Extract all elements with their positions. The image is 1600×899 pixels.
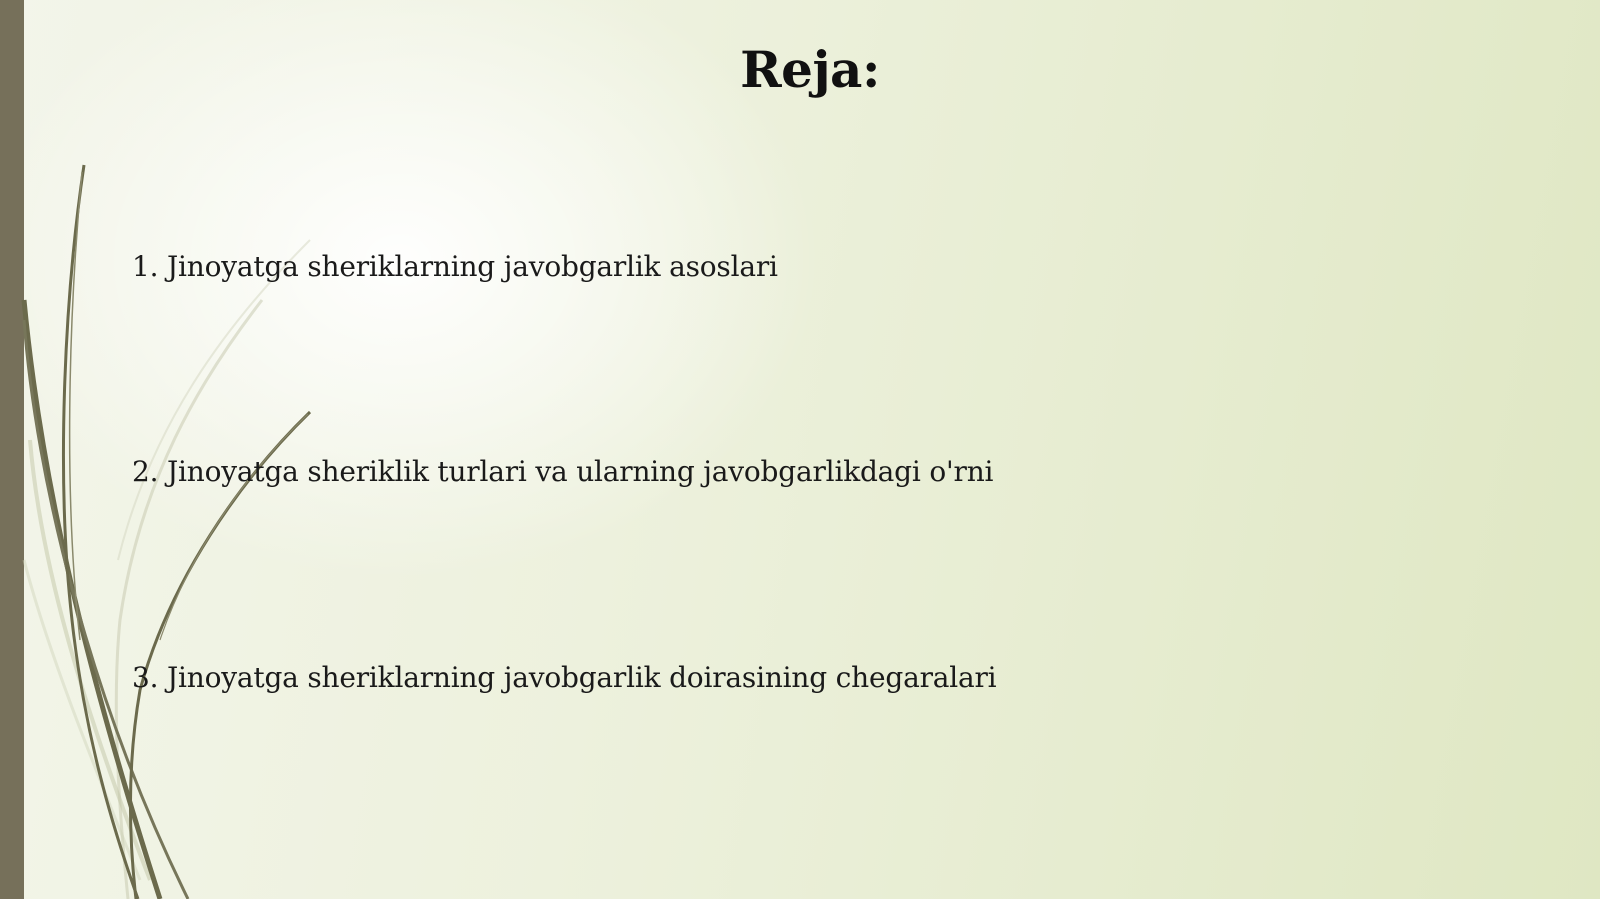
plan-item-1: 1. Jinoyatga sheriklarning javobgarlik asoslari <box>132 250 778 283</box>
left-accent-bar <box>0 0 24 899</box>
grass-decoration <box>0 0 340 899</box>
plan-item-3: 3. Jinoyatga sheriklarning javobgarlik doirasining chegaralari <box>132 661 997 694</box>
slide-title: Reja: <box>740 40 880 99</box>
plan-item-2: 2. Jinoyatga sheriklik turlari va ularning javobgarlikdagi o'rni <box>132 455 994 488</box>
